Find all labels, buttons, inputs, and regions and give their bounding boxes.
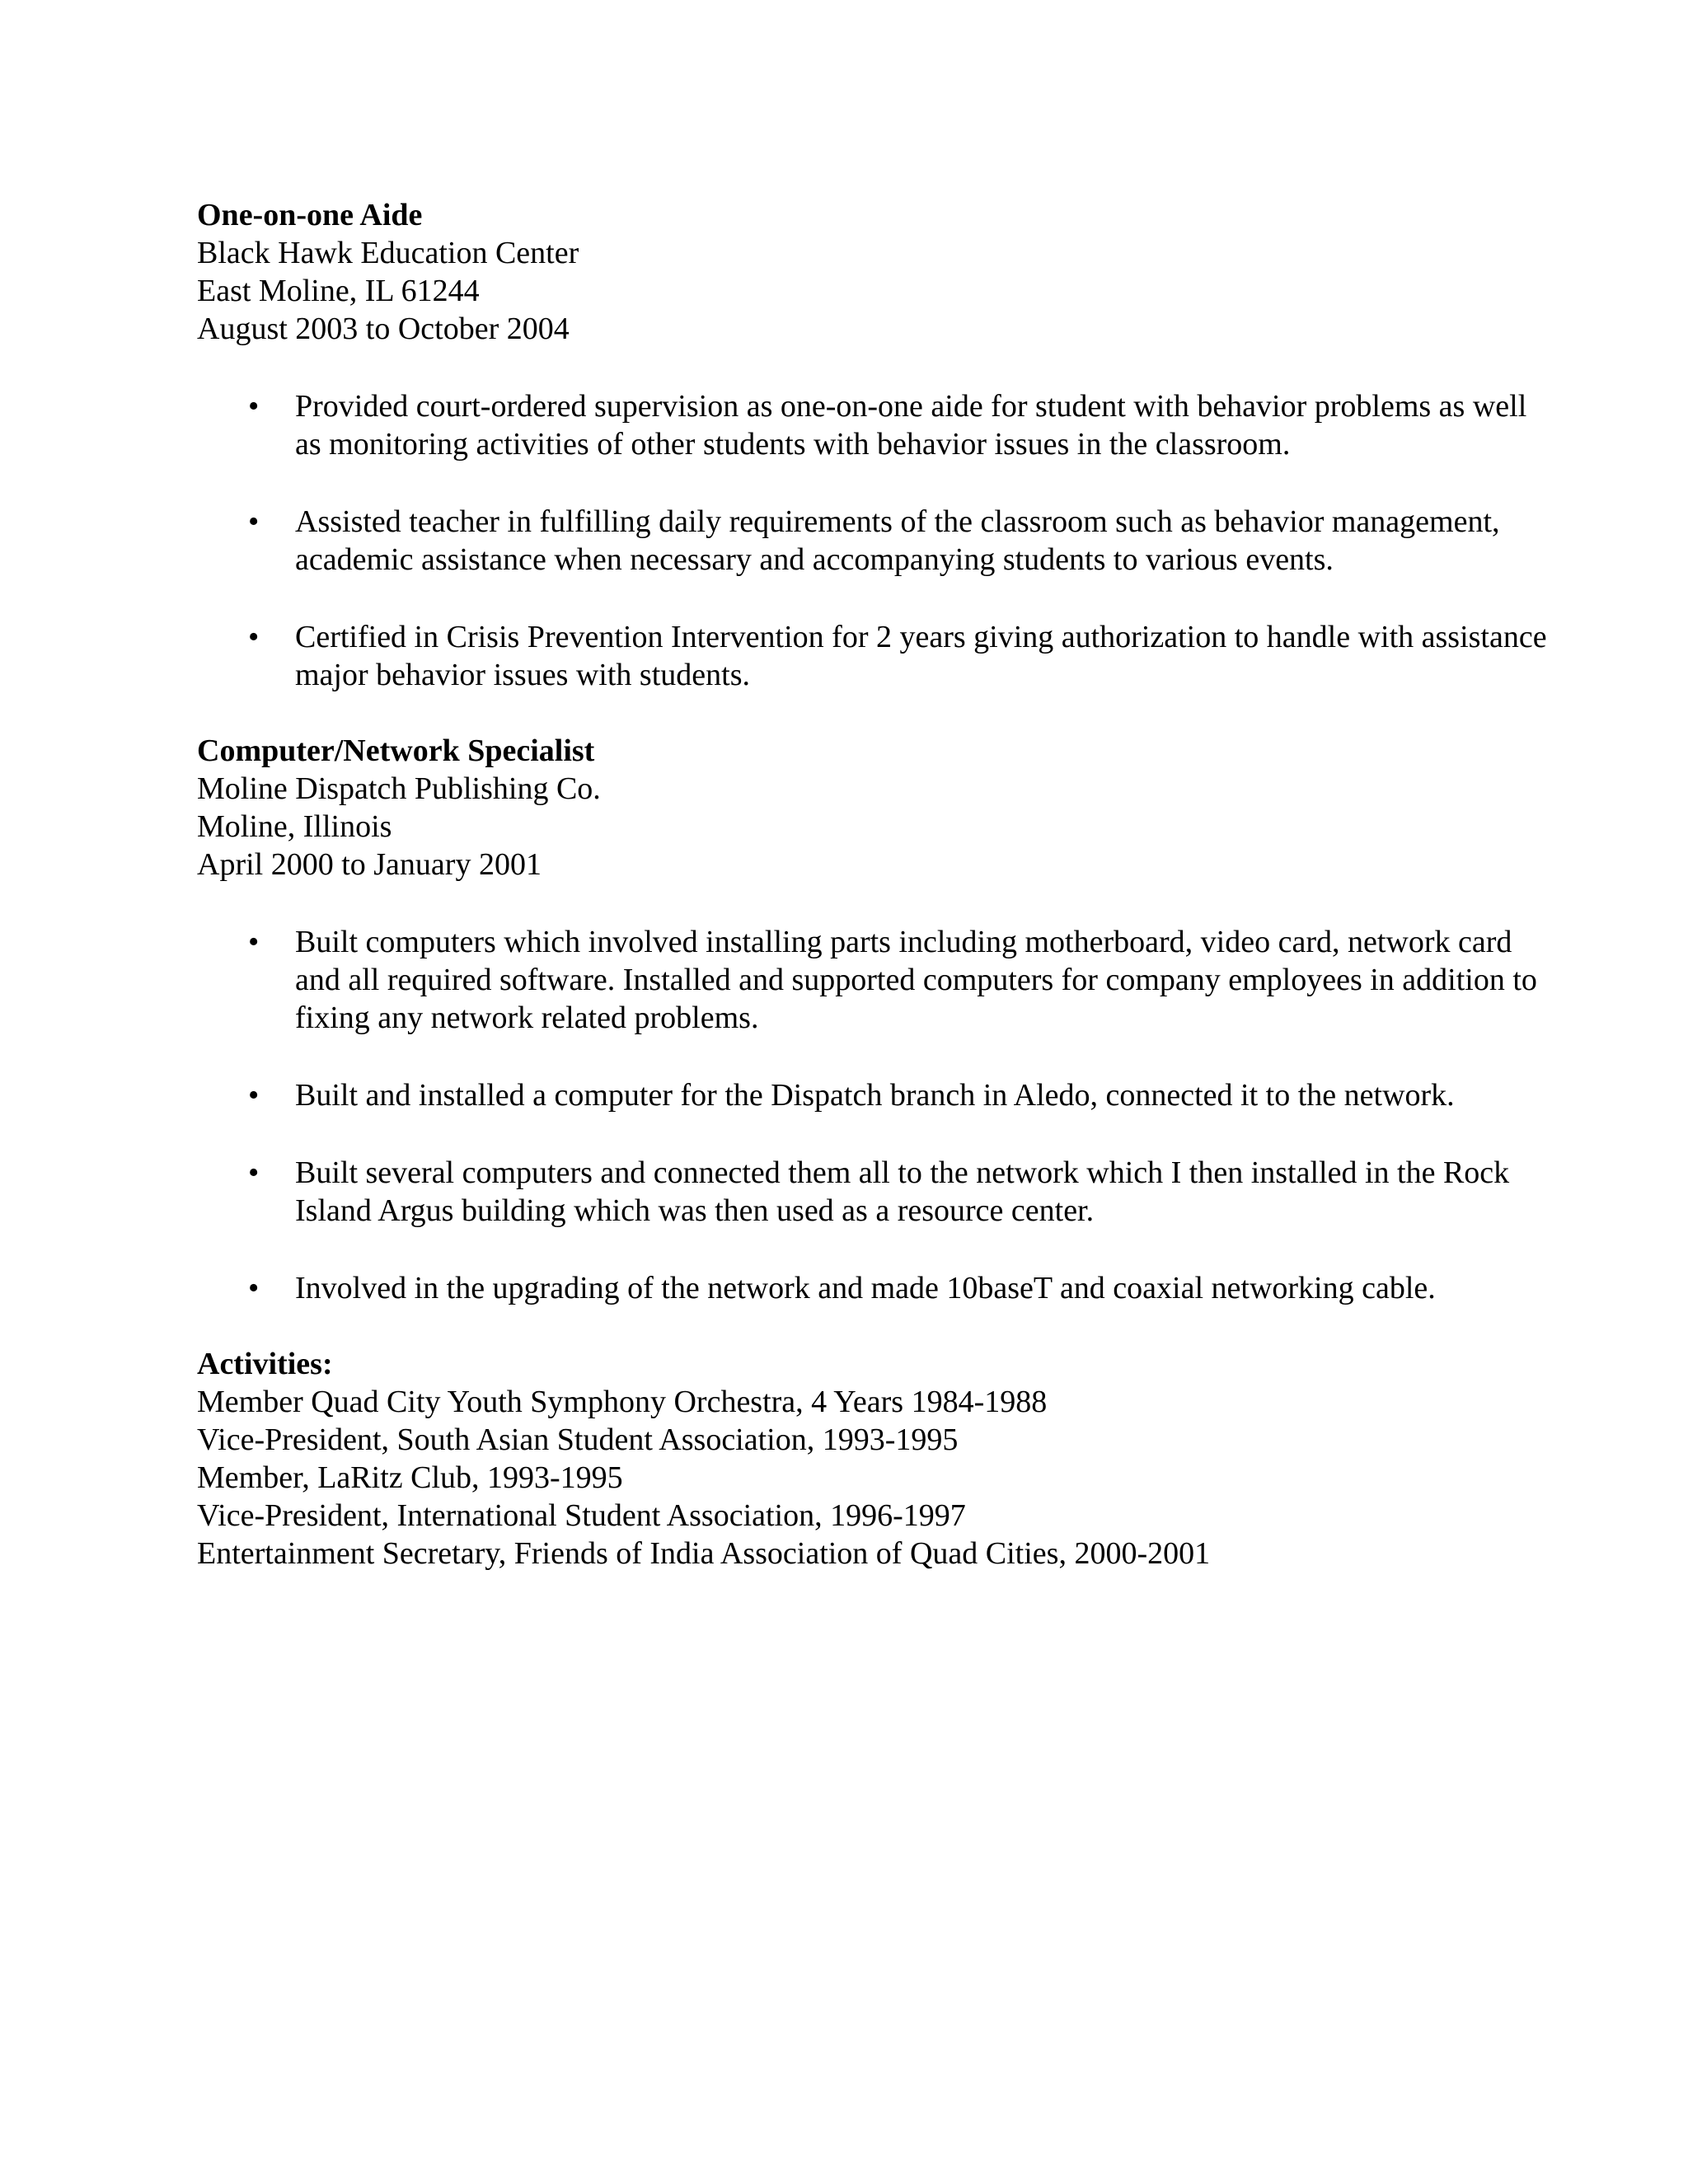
- bullet-icon: •: [248, 1155, 260, 1190]
- job-duty-text: Provided court-ordered supervision as one-on-one aide for student with behavior problems as well as monitoring activities of other students with behavior issues in the classroom.: [295, 389, 1527, 462]
- bullet-icon: •: [248, 620, 260, 654]
- job-duty-text: Built computers which involved installing parts including motherboard, video card, network card and all required software. Installed and supported computers for company employees in addition to fixing any network related problems.: [295, 925, 1537, 1035]
- bullet-icon: •: [248, 1078, 260, 1113]
- bullet-icon: •: [248, 1271, 260, 1305]
- bullet-icon: •: [248, 925, 260, 959]
- job-title: Computer/Network Specialist: [197, 733, 595, 768]
- job-duty-item: [197, 1154, 1556, 1230]
- job-dates: April 2000 to January 2001: [197, 847, 542, 882]
- activity-item: Member, LaRitz Club, 1993-1995: [197, 1460, 623, 1495]
- job-duty-item: [197, 387, 1556, 463]
- activities-section: [197, 1345, 1516, 1572]
- job-location: East Moline, IL 61244: [197, 274, 480, 308]
- job-entry: [197, 196, 1547, 694]
- bullet-icon: •: [248, 504, 260, 539]
- job-duty-item: [197, 503, 1556, 579]
- job-duty-text: Built and installed a computer for the Dispatch branch in Aledo, connected it to the network.: [295, 1078, 1455, 1113]
- activity-item: Vice-President, International Student Association, 1996-1997: [197, 1498, 966, 1533]
- activity-item: Entertainment Secretary, Friends of India Association of Quad Cities, 2000-2001: [197, 1536, 1211, 1571]
- job-duty-item: [197, 1076, 1556, 1114]
- job-dates: August 2003 to October 2004: [197, 312, 570, 346]
- section-title-activities: Activities:: [197, 1347, 333, 1381]
- job-title: One-on-one Aide: [197, 198, 423, 232]
- job-duty-text: Involved in the upgrading of the network and made 10baseT and coaxial networking cable.: [295, 1271, 1436, 1305]
- job-duty-text: Certified in Crisis Prevention Intervention for 2 years giving authorization to handle with assistance major behavior issues with students.: [295, 620, 1547, 692]
- resume-page: [197, 196, 1547, 1572]
- job-duty-item: [197, 618, 1556, 694]
- job-duty-text: Assisted teacher in fulfilling daily requirements of the classroom such as behavior management, academic assistance when necessary and accompanying students to various events.: [295, 504, 1500, 577]
- employer-name: Black Hawk Education Center: [197, 236, 579, 270]
- employer-name: Moline Dispatch Publishing Co.: [197, 771, 601, 806]
- activity-item: Vice-President, South Asian Student Association, 1993-1995: [197, 1422, 959, 1457]
- bullet-icon: •: [248, 389, 260, 424]
- job-duty-item: [197, 923, 1556, 1037]
- activity-item: Member Quad City Youth Symphony Orchestra, 4 Years 1984-1988: [197, 1385, 1048, 1419]
- job-duty-text: Built several computers and connected them all to the network which I then installed in the Rock Island Argus building which was then used as a resource center.: [295, 1155, 1510, 1228]
- job-duties-list: [197, 387, 1547, 694]
- job-duties-list: [197, 923, 1537, 1307]
- job-location: Moline, Illinois: [197, 809, 392, 844]
- job-entry: [197, 732, 1537, 1307]
- job-duty-item: [197, 1269, 1556, 1307]
